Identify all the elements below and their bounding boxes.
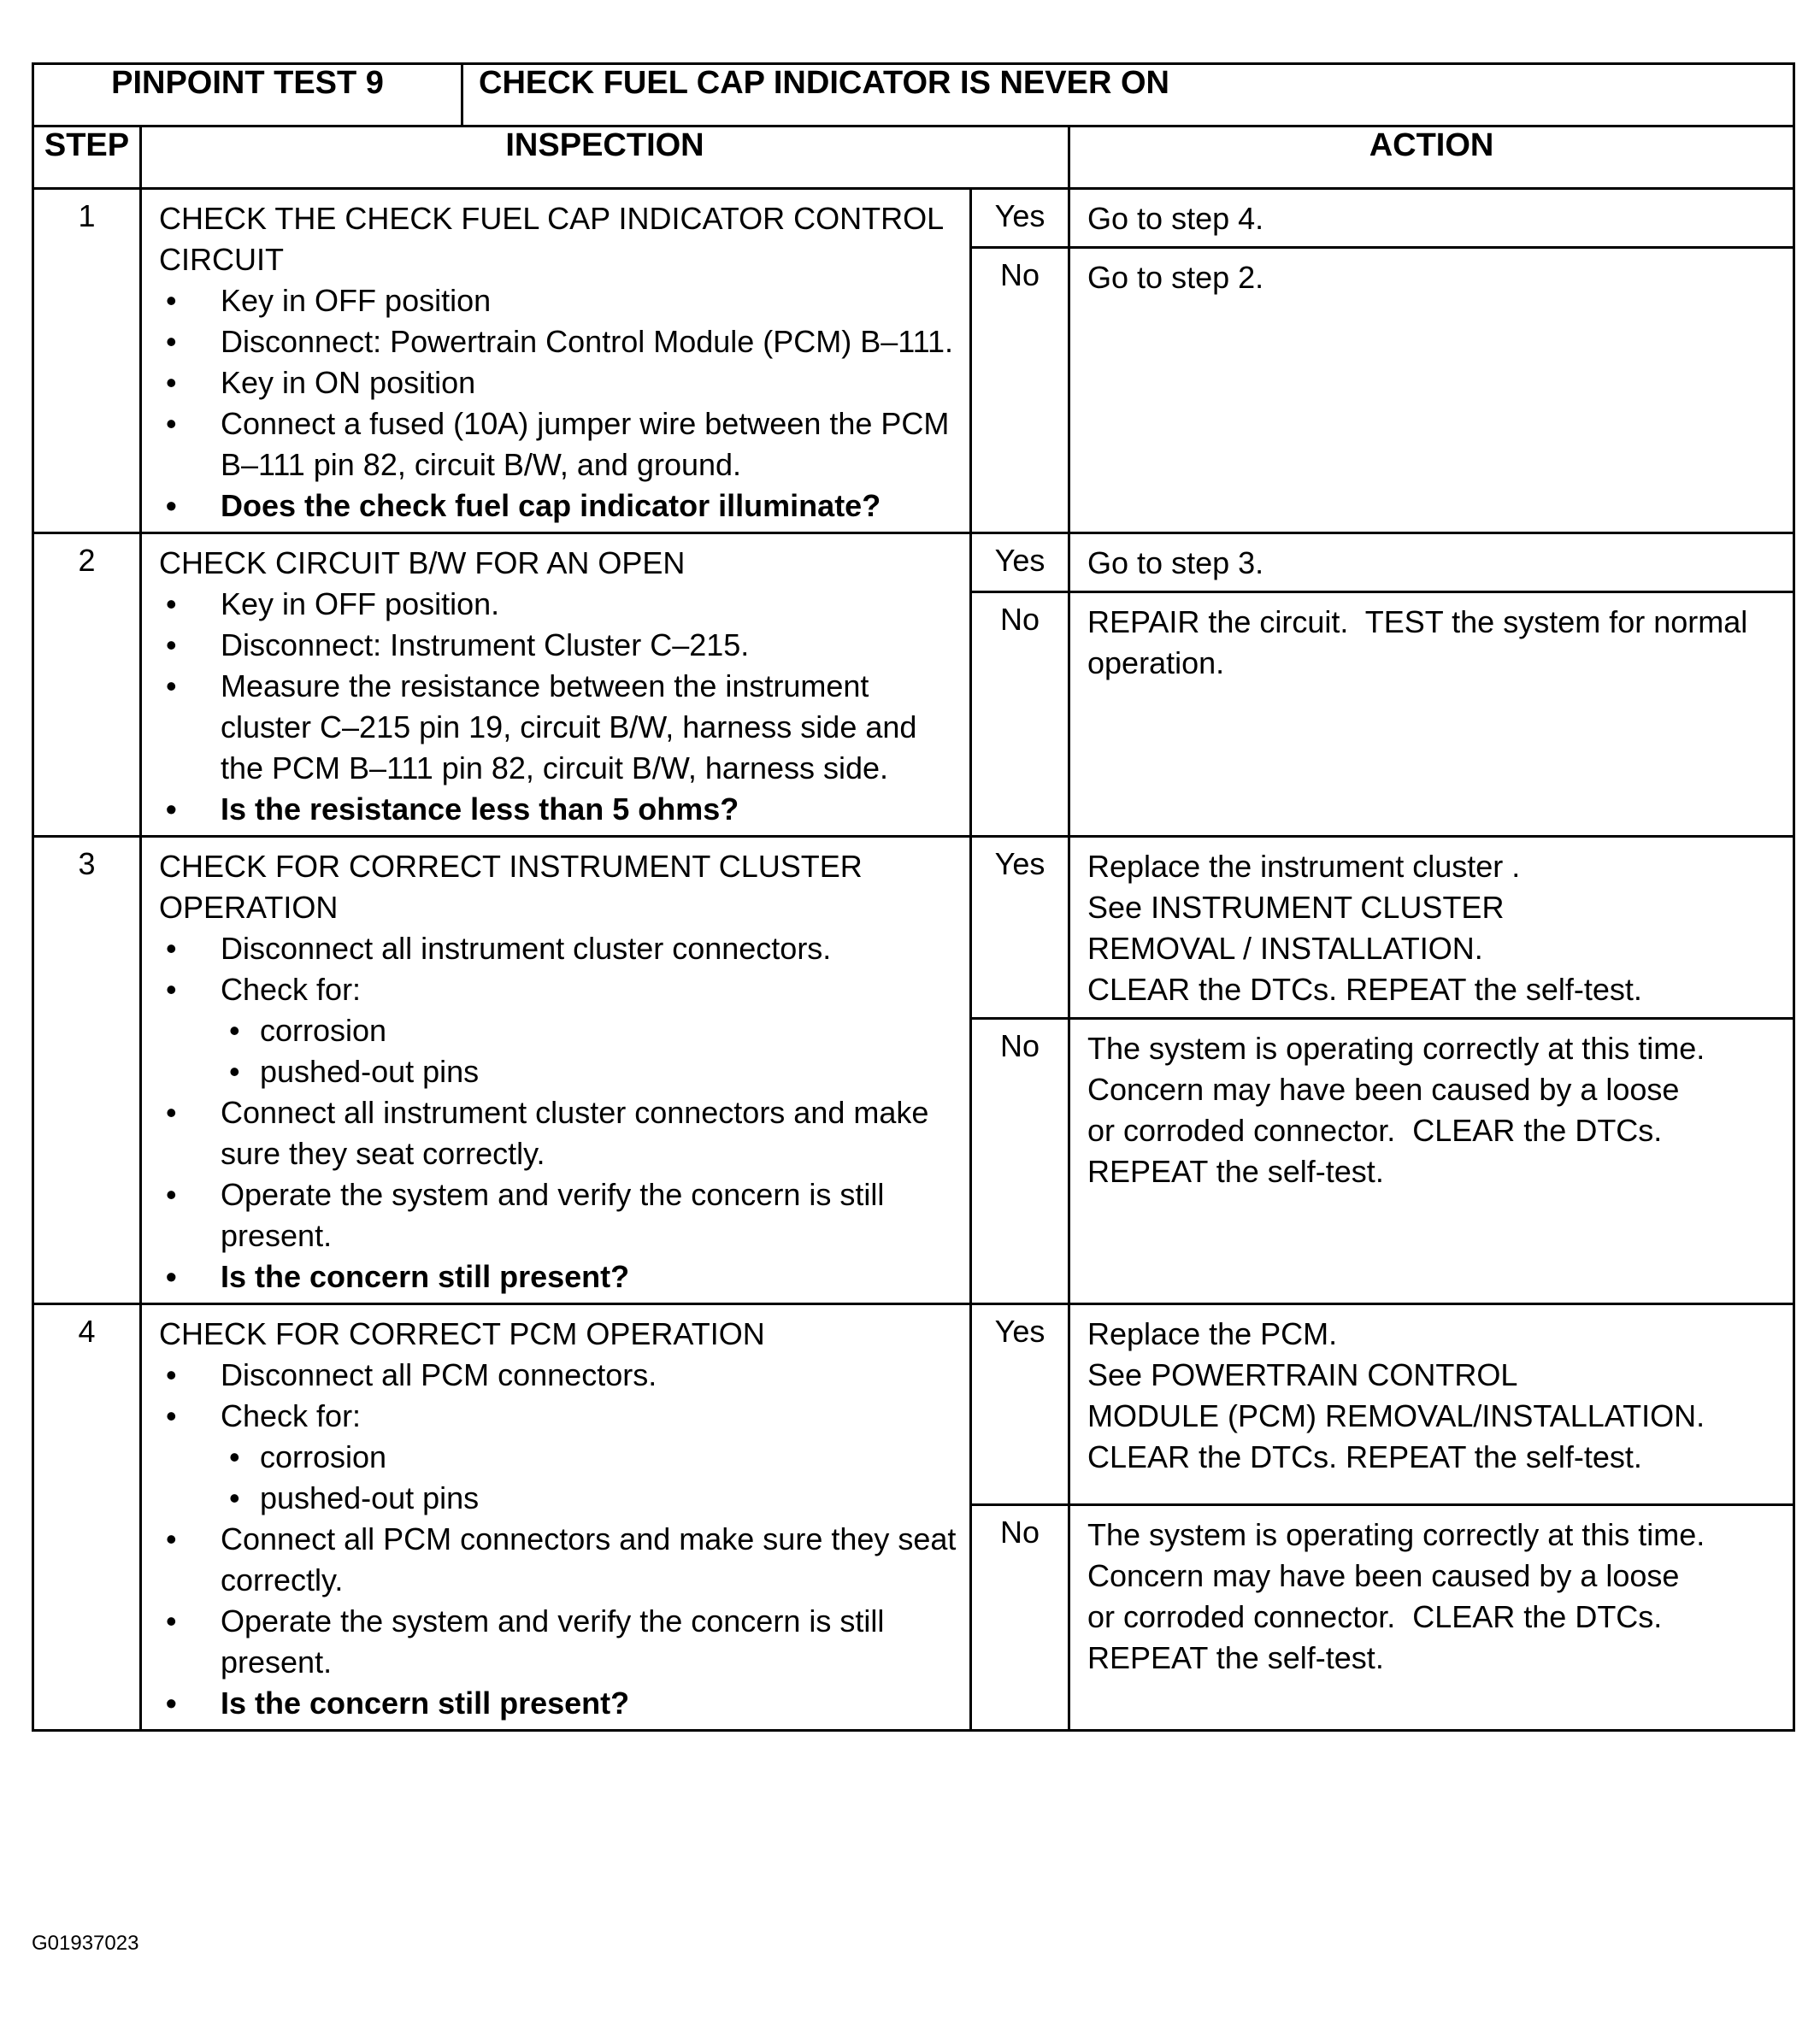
no-action-text: The system is operating correctly at this time. Concern may have been caused by a loose or corroded connector. CLEAR the DTCs. REPEAT the self-test. (1087, 1031, 1705, 1189)
step-row (33, 837, 1794, 1019)
yes-action (1069, 189, 1794, 248)
action-column-header: ACTION (1069, 126, 1794, 189)
bullet-item (159, 403, 957, 485)
yes-action (1069, 837, 1794, 1019)
bullet-text: Operate the system and verify the concern is still present. (221, 1603, 885, 1680)
title-row (33, 64, 1794, 126)
bullet-icon: • (166, 1603, 177, 1639)
bullet-text: Is the concern still present? (221, 1686, 630, 1721)
bullet-icon: • (166, 972, 177, 1007)
bullet-text: Check for: (221, 972, 362, 1007)
bullet-text: Is the concern still present? (221, 1259, 630, 1294)
bullet-item (159, 969, 957, 1010)
bullet-item (159, 362, 957, 403)
inspection-bullets (159, 280, 957, 527)
no-label: No (971, 1019, 1069, 1304)
bullet-icon: • (166, 1521, 177, 1556)
pinpoint-test-table (32, 62, 1795, 1732)
inspection-cell (141, 837, 971, 1304)
no-action-text: The system is operating correctly at this time. Concern may have been caused by a loose or corroded connector. CLEAR the DTCs. REPEAT the self-test. (1087, 1517, 1705, 1675)
step-row (33, 533, 1794, 592)
no-action (1069, 248, 1794, 533)
no-action-text: REPAIR the circuit. TEST the system for normal operation. (1087, 604, 1757, 680)
bullet-icon: • (166, 488, 177, 523)
bullet-text: Disconnect: Powertrain Control Module (PCM) B–111. (221, 324, 954, 359)
bullet-icon: • (166, 791, 177, 827)
inspection-column-header: INSPECTION (141, 126, 1069, 189)
bullet-text: Is the resistance less than 5 ohms? (221, 791, 739, 827)
inspection-bullets (159, 928, 957, 1297)
no-label: No (971, 1505, 1069, 1731)
inspection-heading: CHECK FOR CORRECT INSTRUMENT CLUSTER OPERATION (159, 849, 863, 925)
bullet-item (159, 321, 957, 362)
bullet-text: Disconnect all PCM connectors. (221, 1357, 657, 1392)
no-action (1069, 592, 1794, 837)
bullet-icon: • (166, 406, 177, 441)
bullet-item (159, 584, 957, 625)
sub-bullet-item (159, 1478, 957, 1519)
bullet-item (159, 1092, 957, 1174)
bullet-text: Key in OFF position (221, 283, 492, 318)
bullet-text: corrosion (260, 1439, 387, 1474)
inspection-cell (141, 189, 971, 533)
bullet-item (159, 1519, 957, 1601)
bullet-icon: • (166, 1177, 177, 1212)
yes-label: Yes (971, 1304, 1069, 1505)
bullet-text: corrosion (260, 1013, 387, 1048)
step-row (33, 189, 1794, 248)
bullet-icon: • (166, 283, 177, 318)
header-row (33, 126, 1794, 189)
sub-bullet-item (159, 1051, 957, 1092)
bullet-text: Disconnect all instrument cluster connectors. (221, 931, 832, 966)
bullet-item (159, 1683, 957, 1724)
bullet-text: Operate the system and verify the concern is still present. (221, 1177, 885, 1253)
bullet-icon: • (166, 627, 177, 662)
bullet-icon: • (166, 1357, 177, 1392)
sub-bullet-item (159, 1437, 957, 1478)
bullet-icon: • (166, 586, 177, 621)
step-column-header: STEP (33, 126, 141, 189)
bullet-icon: • (229, 1439, 240, 1474)
no-label: No (971, 592, 1069, 837)
pinpoint-test-document (32, 62, 1793, 1732)
bullet-icon: • (166, 931, 177, 966)
bullet-text: pushed-out pins (260, 1054, 480, 1089)
bullet-icon: • (166, 668, 177, 703)
inspection-bullets (159, 1355, 957, 1724)
bullet-item (159, 485, 957, 527)
bullet-icon: • (166, 1259, 177, 1294)
bullet-text: Check for: (221, 1398, 362, 1433)
yes-action-text: Replace the instrument cluster . See INSTRUMENT CLUSTER REMOVAL / INSTALLATION. CLEAR the DTCs. REPEAT the self-test. (1087, 849, 1642, 1007)
sub-bullet-item (159, 1010, 957, 1051)
test-label: PINPOINT TEST 9 (33, 64, 462, 126)
bullet-item (159, 789, 957, 830)
bullet-text: Key in ON position (221, 365, 476, 400)
bullet-text: Measure the resistance between the instrument cluster C–215 pin 19, circuit B/W, harness side and the PCM B–111 pin 82, circuit B/W, harness side. (221, 668, 917, 785)
bullet-icon: • (229, 1054, 240, 1089)
yes-label: Yes (971, 533, 1069, 592)
no-action-text: Go to step 2. (1087, 260, 1264, 295)
step-number: 4 (33, 1304, 141, 1731)
bullet-icon: • (229, 1480, 240, 1515)
bullet-item (159, 1396, 957, 1437)
inspection-heading: CHECK CIRCUIT B/W FOR AN OPEN (159, 545, 686, 580)
bullet-text: pushed-out pins (260, 1480, 480, 1515)
bullet-icon: • (166, 1095, 177, 1130)
yes-label: Yes (971, 189, 1069, 248)
no-label: No (971, 248, 1069, 533)
yes-action-text: Go to step 4. (1087, 201, 1264, 236)
bullet-item (159, 928, 957, 969)
bullet-item (159, 625, 957, 666)
bullet-icon: • (229, 1013, 240, 1048)
step-number: 1 (33, 189, 141, 533)
inspection-heading: CHECK THE CHECK FUEL CAP INDICATOR CONTROL CIRCUIT (159, 201, 943, 277)
figure-id: G01937023 (32, 1932, 139, 1955)
bullet-item (159, 1355, 957, 1396)
bullet-icon: • (166, 324, 177, 359)
inspection-heading: CHECK FOR CORRECT PCM OPERATION (159, 1316, 765, 1351)
bullet-text: Connect a fused (10A) jumper wire between the PCM B–111 pin 82, circuit B/W, and ground. (221, 406, 950, 482)
bullet-item (159, 1601, 957, 1683)
test-name: CHECK FUEL CAP INDICATOR IS NEVER ON (462, 64, 1794, 126)
step-number: 3 (33, 837, 141, 1304)
bullet-item (159, 1174, 957, 1256)
no-action (1069, 1019, 1794, 1304)
inspection-bullets (159, 584, 957, 830)
bullet-icon: • (166, 1398, 177, 1433)
bullet-icon: • (166, 1686, 177, 1721)
no-action (1069, 1505, 1794, 1731)
bullet-text: Disconnect: Instrument Cluster C–215. (221, 627, 750, 662)
bullet-item (159, 666, 957, 789)
yes-label: Yes (971, 837, 1069, 1019)
bullet-icon: • (166, 365, 177, 400)
yes-action (1069, 533, 1794, 592)
step-number: 2 (33, 533, 141, 837)
inspection-cell (141, 533, 971, 837)
yes-action (1069, 1304, 1794, 1505)
bullet-text: Key in OFF position. (221, 586, 500, 621)
bullet-item (159, 280, 957, 321)
bullet-text: Connect all PCM connectors and make sure they seat correctly. (221, 1521, 957, 1597)
step-row (33, 1304, 1794, 1505)
bullet-text: Connect all instrument cluster connectors and make sure they seat correctly. (221, 1095, 929, 1171)
inspection-cell (141, 1304, 971, 1731)
bullet-text: Does the check fuel cap indicator illuminate? (221, 488, 881, 523)
yes-action-text: Go to step 3. (1087, 545, 1264, 580)
bullet-item (159, 1256, 957, 1297)
yes-action-text: Replace the PCM. See POWERTRAIN CONTROL MODULE (PCM) REMOVAL/INSTALLATION. CLEAR the DTCs. REPEAT the self-test. (1087, 1316, 1705, 1474)
